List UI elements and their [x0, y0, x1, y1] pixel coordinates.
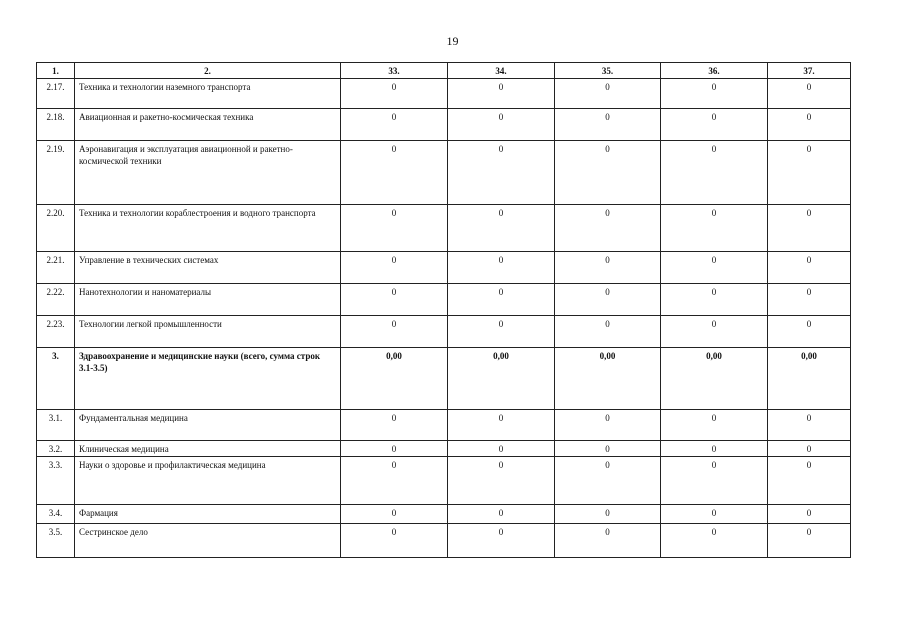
value-cell: 0 — [341, 316, 448, 348]
row-number: 2.21. — [37, 252, 75, 284]
value-cell: 0 — [661, 79, 768, 109]
header-col-34: 34. — [448, 63, 555, 79]
value-cell: 0,00 — [448, 348, 555, 410]
row-name: Техника и технологии наземного транспорта — [75, 79, 341, 109]
value-cell: 0 — [341, 284, 448, 316]
value-cell: 0 — [555, 284, 661, 316]
value-cell: 0 — [661, 524, 768, 558]
value-cell: 0 — [448, 441, 555, 457]
value-cell: 0 — [341, 441, 448, 457]
value-cell: 0,00 — [768, 348, 851, 410]
row-name: Фундаментальная медицина — [75, 410, 341, 441]
value-cell: 0 — [448, 205, 555, 252]
value-cell: 0 — [661, 410, 768, 441]
row-number: 3. — [37, 348, 75, 410]
row-name: Технологии легкой промышленности — [75, 316, 341, 348]
value-cell: 0 — [448, 109, 555, 141]
value-cell: 0 — [768, 410, 851, 441]
row-name: Авиационная и ракетно-космическая техника — [75, 109, 341, 141]
value-cell: 0 — [448, 316, 555, 348]
value-cell: 0 — [448, 141, 555, 205]
value-cell: 0 — [661, 109, 768, 141]
row-number: 3.4. — [37, 505, 75, 524]
data-table — [36, 62, 851, 558]
value-cell: 0 — [661, 457, 768, 505]
value-cell: 0 — [661, 284, 768, 316]
value-cell: 0 — [661, 505, 768, 524]
value-cell: 0 — [555, 316, 661, 348]
header-col-33: 33. — [341, 63, 448, 79]
table-row — [37, 348, 851, 410]
value-cell: 0 — [341, 79, 448, 109]
value-cell: 0 — [341, 505, 448, 524]
value-cell: 0 — [768, 205, 851, 252]
row-number: 3.2. — [37, 441, 75, 457]
value-cell: 0 — [448, 457, 555, 505]
row-number: 3.5. — [37, 524, 75, 558]
table-row — [37, 457, 851, 505]
value-cell: 0 — [768, 524, 851, 558]
value-cell: 0 — [555, 252, 661, 284]
row-name: Сестринское дело — [75, 524, 341, 558]
table-row — [37, 410, 851, 441]
value-cell: 0 — [341, 252, 448, 284]
value-cell: 0 — [768, 505, 851, 524]
header-col-36: 36. — [661, 63, 768, 79]
value-cell: 0 — [341, 410, 448, 441]
value-cell: 0,00 — [341, 348, 448, 410]
table-row — [37, 205, 851, 252]
row-number: 2.20. — [37, 205, 75, 252]
value-cell: 0 — [661, 141, 768, 205]
value-cell: 0 — [555, 524, 661, 558]
table-row — [37, 505, 851, 524]
table-row — [37, 252, 851, 284]
table-row — [37, 79, 851, 109]
header-col-2: 2. — [75, 63, 341, 79]
header-col-35: 35. — [555, 63, 661, 79]
row-name: Здравоохранение и медицинские науки (всего, сумма строк 3.1-3.5) — [75, 348, 341, 410]
value-cell: 0 — [555, 410, 661, 441]
table-row — [37, 316, 851, 348]
value-cell: 0 — [448, 410, 555, 441]
row-name: Управление в технических системах — [75, 252, 341, 284]
header-col-37: 37. — [768, 63, 851, 79]
value-cell: 0 — [341, 109, 448, 141]
value-cell: 0 — [768, 141, 851, 205]
value-cell: 0,00 — [661, 348, 768, 410]
value-cell: 0 — [768, 252, 851, 284]
value-cell: 0 — [768, 284, 851, 316]
header-col-1: 1. — [37, 63, 75, 79]
row-name: Аэронавигация и эксплуатация авиационной и ракетно-космической техники — [75, 141, 341, 205]
row-number: 2.23. — [37, 316, 75, 348]
row-name: Фармация — [75, 505, 341, 524]
value-cell: 0 — [341, 205, 448, 252]
value-cell: 0,00 — [555, 348, 661, 410]
value-cell: 0 — [448, 284, 555, 316]
table-row — [37, 441, 851, 457]
value-cell: 0 — [768, 457, 851, 505]
value-cell: 0 — [448, 79, 555, 109]
header-row — [37, 63, 851, 79]
row-number: 3.3. — [37, 457, 75, 505]
value-cell: 0 — [341, 524, 448, 558]
value-cell: 0 — [448, 505, 555, 524]
value-cell: 0 — [555, 141, 661, 205]
value-cell: 0 — [448, 252, 555, 284]
row-number: 2.18. — [37, 109, 75, 141]
table-row — [37, 524, 851, 558]
table-row — [37, 109, 851, 141]
value-cell: 0 — [768, 109, 851, 141]
row-number: 2.19. — [37, 141, 75, 205]
table-row — [37, 284, 851, 316]
page-number: 19 — [446, 34, 459, 48]
value-cell: 0 — [341, 457, 448, 505]
row-number: 3.1. — [37, 410, 75, 441]
value-cell: 0 — [661, 252, 768, 284]
row-number: 2.17. — [37, 79, 75, 109]
value-cell: 0 — [555, 205, 661, 252]
row-name: Техника и технологии кораблестроения и водного транспорта — [75, 205, 341, 252]
value-cell: 0 — [555, 457, 661, 505]
value-cell: 0 — [448, 524, 555, 558]
value-cell: 0 — [661, 316, 768, 348]
value-cell: 0 — [555, 109, 661, 141]
value-cell: 0 — [555, 441, 661, 457]
row-name: Нанотехнологии и наноматериалы — [75, 284, 341, 316]
value-cell: 0 — [661, 441, 768, 457]
value-cell: 0 — [768, 441, 851, 457]
value-cell: 0 — [555, 505, 661, 524]
row-name: Науки о здоровье и профилактическая медицина — [75, 457, 341, 505]
value-cell: 0 — [768, 316, 851, 348]
value-cell: 0 — [341, 141, 448, 205]
value-cell: 0 — [768, 79, 851, 109]
table-row — [37, 141, 851, 205]
value-cell: 0 — [555, 79, 661, 109]
row-number: 2.22. — [37, 284, 75, 316]
value-cell: 0 — [661, 205, 768, 252]
row-name: Клиническая медицина — [75, 441, 341, 457]
